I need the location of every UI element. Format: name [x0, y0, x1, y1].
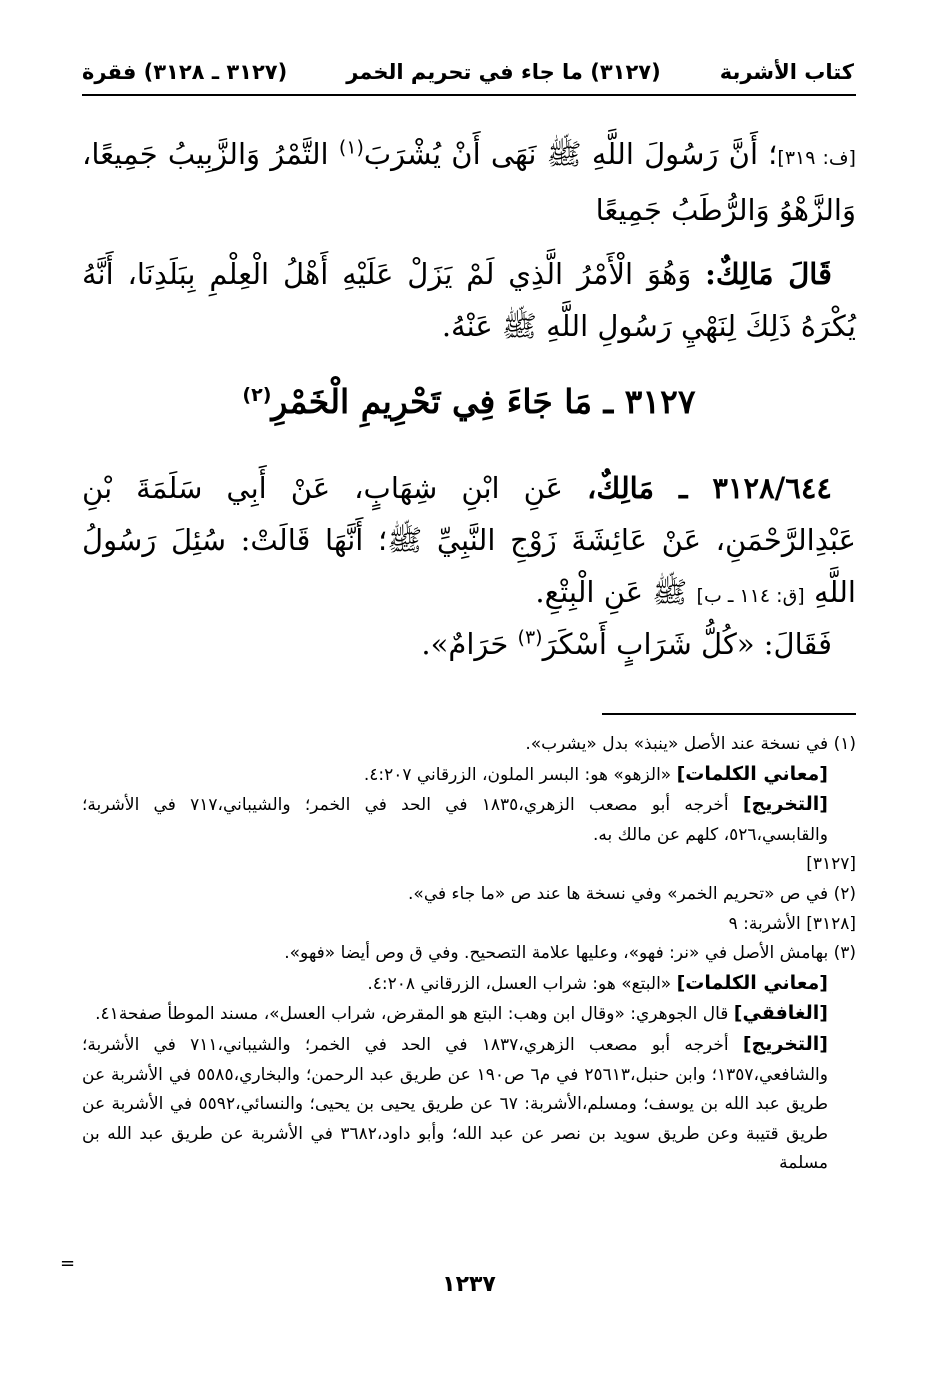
footnotes [82, 730, 856, 1179]
speaker-malik: قَالَ مَالِكٌ: [705, 257, 832, 291]
header-rule [82, 94, 856, 96]
paragraph-1 [82, 128, 856, 236]
footnote-ref-2: (٢) [242, 384, 272, 406]
hadith-number: ٣١٢٨/٦٤٤ ـ مَالِكٌ، [587, 471, 832, 505]
paragraph-4-text-b: حَرَامٌ». [421, 627, 518, 661]
takhrij-label: [التخريج] [742, 793, 828, 816]
footnote-2: (٢) في ص «تحريم الخمر» وفي نسخة ها عند ص «ما جاء في». [408, 883, 856, 904]
book-title: كتاب الأشربة [719, 60, 854, 84]
paragraph-3-text-b: ﷺ عَنِ الْبِتْعِ. [535, 575, 697, 609]
chapter-heading: (٣١٢٧) ما جاء في تحريم الخمر [346, 60, 661, 84]
manuscript-marker: [ق: ١١٤ ـ ب] [696, 585, 805, 607]
footnote-1: (١) في نسخة عند الأصل «ينبذ» بدل «يشرب». [525, 734, 856, 754]
paragraph-1-text-a: ؛ أَنَّ رَسُولَ اللَّهِ ﷺ نَهَى أَنْ يُشْرَبَ [363, 137, 778, 171]
paragraph-1-text-b: التَّمْرُ وَالزَّبِيبُ جَمِيعًا، وَالزَّهْوُ وَالرُّطَبُ جَمِيعًا [82, 137, 856, 227]
paragraph-3 [82, 462, 856, 622]
continuation-mark: = [60, 1253, 76, 1274]
footnote-ref-1: (١) [338, 136, 364, 159]
ghafiqi-label: [الغافقي] [733, 1002, 828, 1025]
footnote-3-ghafiqi [82, 999, 856, 1030]
takhrij-label: [التخريج] [742, 1032, 828, 1055]
paragraph-4 [82, 618, 856, 670]
footnote-3-meanings [82, 969, 856, 1000]
ghafiqi-text: قال الجوهري: «وقال ابن وهب: البتع هو المقرض، شراب العسل»، مسند الموطأ صفحة٤١. [95, 1004, 734, 1025]
running-header [82, 52, 854, 92]
chapter-title [82, 382, 856, 421]
footnote-1-meanings [82, 760, 856, 791]
footnote-3: (٣) بهامش الأصل في «نر: فهو»، وعليها علامة التصحيح. وفي ق وص أيضا «فهو». [284, 943, 856, 964]
takhrij-text: أخرجه أبو مصعب الزهري،١٨٣٧ في الحد في الخمر؛ والشيباني،٧١١ في الأشربة؛ والشافعي،١٣٥٧؛ وابن حنبل،٢٥٦١٣ في م٦ ص١٩٠ عن طريق عبد الرحمن؛ والبخاري،٥٥٨٥ في الأشربة عن طريق عبد الله بن يوسف؛ ومسلم،الأشربة: ٦٧ عن طريق يحيى بن يحيى؛ والنسائي،٥٥٩٢ في الأشربة عن طريق قتيبة وعن طريق سويد بن نصر عن عبد الله؛ وأبو داود،٣٦٨٢ في الأشربة عن طريق عبد الله بن مسلمة [82, 1034, 828, 1174]
section-3127-label: [٣١٢٧] [806, 854, 856, 875]
meanings-label: [معاني الكلمات] [676, 762, 828, 785]
paragraph-marker: [ف: ٣١٩] [777, 147, 856, 169]
footnote-ref-3: (٣) [517, 626, 543, 649]
footnote-1-takhrij [82, 790, 856, 850]
meanings-text: «الزهو» هو: البسر الملون، الزرقاني ٤:٢٠٧. [363, 764, 677, 785]
paragraph-3-text-a: عَنِ ابْنِ شِهَابٍ، عَنْ أَبِي سَلَمَةَ بْنِ عَبْدِالرَّحْمَنِ، عَنْ عَائِشَةَ زَوْجِ النَّبِيِّ ﷺ؛ أَنَّهَا قَالَتْ: سُئِلَ رَسُولُ اللَّهِ [82, 471, 856, 609]
paragraph-2 [82, 248, 856, 352]
meanings-label: [معاني الكلمات] [676, 971, 828, 994]
paragraph-range: (٣١٢٧ ـ ٣١٢٨) فقرة [82, 60, 288, 84]
paragraph-4-text-a: فَقَالَ: «كُلُّ شَرَابٍ أَسْكَرَ [542, 627, 832, 661]
section-3128-label: [٣١٢٨] الأشربة: ٩ [728, 913, 856, 934]
footnotes-rule [602, 713, 856, 715]
takhrij-text: أخرجه أبو مصعب الزهري،١٨٣٥ في الحد في الخمر؛ والشيباني،٧١٧ في الأشربة؛ والقابسي،٥٢٦، كلهم عن مالك به. [82, 795, 828, 845]
meanings-text: «البتع» هو: شراب العسل، الزرقاني ٤:٢٠٨. [367, 973, 677, 994]
chapter-title-text: ٣١٢٧ ـ مَا جَاءَ فِي تَحْرِيمِ الْخَمْرِ [271, 382, 696, 421]
page-number: ١٢٣٧ [442, 1272, 496, 1297]
paragraph-2-text: وَهُوَ الْأَمْرُ الَّذِي لَمْ يَزَلْ عَلَيْهِ أَهْلُ الْعِلْمِ بِبَلَدِنَا، أَنَّهُ يُكْرَهُ ذَلِكَ لِنَهْيِ رَسُولِ اللَّهِ ﷺ عَنْهُ. [82, 257, 856, 343]
footnote-3-takhrij [82, 1030, 856, 1179]
